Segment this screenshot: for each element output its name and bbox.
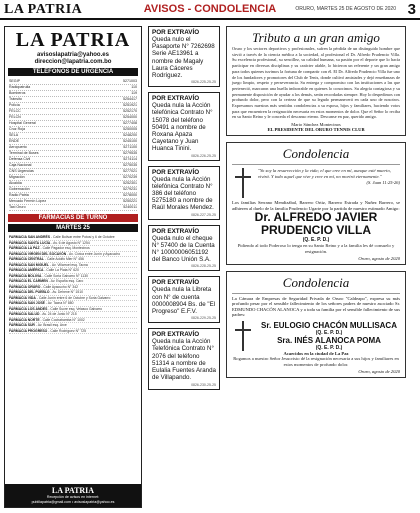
pharmacy-item: FARMACIA SANTA LUCÍA - Av. 6 de Agosto N° 1254 <box>9 241 137 247</box>
condolence-title: Condolencia <box>232 275 400 294</box>
pharmacy-item: FARMACIA SALUD - Av. 24 de Junio N° 215 <box>9 312 137 318</box>
pharmacy-address: Calle Pagador esq. Montecinos <box>42 246 90 250</box>
notice-title: POR EXTRAVÍO <box>152 227 200 235</box>
rip-mark-1: (Q. E. P. D.) <box>315 329 343 336</box>
pharmacy-address: Av. Brasil esq. Arce <box>37 323 67 327</box>
condolence-intro: Los familias Serrano Mendizábal, Barrero Ortiz, Barrero Estrada y Nuñez Barrero, se adhieren al duelo de la familia Prudencio Ugarte por la partida de nuestro estimado Amigo: <box>232 200 400 211</box>
notice-title: POR EXTRAVÍO <box>152 331 200 339</box>
classified-ads-column <box>148 26 220 395</box>
page-header <box>0 0 420 20</box>
section-title: AVISOS - CONDOLENCIA <box>143 3 277 15</box>
newspaper-logo: LA PATRIA <box>15 29 131 51</box>
phone-label: Radio Patria <box>9 193 29 197</box>
pharmacy-address: Calle Sucre esq. Velasco Galvarro <box>50 306 103 311</box>
deceased-name-line-1: Dr. ALFREDO JAVIER <box>254 210 378 225</box>
lost-item-notice <box>148 328 220 389</box>
pharmacy-address: Av. 6 de Agosto N° 1254 <box>53 240 90 245</box>
notice-code: 0826-227-25-25 <box>191 212 216 217</box>
phone-label: ENDE <box>9 139 19 143</box>
phone-number[interactable]: 5271003 <box>123 79 137 83</box>
pharmacy-name: FARMACIA EL CARMEN <box>9 279 48 283</box>
pharmacy-name: FARMACIA SAN ANDRÉS <box>9 235 51 239</box>
deceased-name-1: Sr. EULOGIO CHACÓN MULLISACA <box>260 320 397 330</box>
notice-body: Queda nulo el Pasaporte N° 7262698 Serie AE13961 a nombre de Magaly Laura Cáceres Rodríguez. <box>152 36 215 80</box>
bible-verse: "Yo soy la resurrección y la vida; el que cree en mí, aunque esté muerto, vivirá. Y todo aquel que vive y cree en mí, no morirá eternamente." <box>258 168 391 179</box>
rip-mark: (Q. E. P. D.) <box>302 237 330 244</box>
phone-number[interactable]: 5251921 <box>123 103 137 107</box>
pharmacy-name: FARMACIA BOLIVIA <box>9 273 42 278</box>
phone-number[interactable]: 5254000 <box>123 115 137 119</box>
phone-label: Policía <box>9 103 20 107</box>
phone-label: SELA <box>9 133 19 137</box>
pharmacy-item: FARMACIA SUR - Av. Brasil esq. Arce <box>9 323 137 329</box>
pharmacy-name: FARMACIA LA PAZ <box>9 246 40 250</box>
pharmacy-item: FARMACIA EL CARMEN - Av. España esq. Caro <box>9 279 137 285</box>
phone-label: Aeropuerto <box>9 145 27 149</box>
phone-number[interactable]: 5250005 <box>123 127 137 131</box>
info-column <box>4 26 142 508</box>
condolence-date: Oruro, agosto de 2020 <box>358 368 400 374</box>
newspaper-brand: LA PATRIA <box>4 2 83 17</box>
pharmacy-item: FARMACIA VIDA - Calle Junín entre 6 de Octubre y Soria Galvarro <box>9 296 137 302</box>
notice-title: POR EXTRAVÍO <box>152 95 200 103</box>
phone-label: Defensa Civil <box>9 157 31 161</box>
phone-number[interactable]: 5270239 <box>123 175 137 179</box>
notice-title: POR EXTRAVÍO <box>152 279 200 287</box>
pharmacy-name: FARMACIA LOS ANDES <box>9 306 48 311</box>
phone-number[interactable]: 5277408 <box>123 121 137 125</box>
pharmacy-name: FARMACIA SAN MIGUEL <box>9 262 49 267</box>
pharmacy-address: Av. Cívica entre Junín y Ayacucho <box>69 251 121 256</box>
phone-label: Tránsito <box>9 97 22 101</box>
lost-item-notice <box>148 26 220 87</box>
condolence-notice-2 <box>226 271 406 378</box>
condolence-date: Oruro, agosto de 2020 <box>358 255 400 261</box>
tribute-text: Oruro y los sectores deportivos y profesionales, sufren la pérdida de un distinguido hombre que sirvió a través de la ciencia médica a la sociedad, al profesional el Dr. Alfredo Prudencio Villa. Su excelencia profesional, su sencillez, su calidad humana, su pasión por el deporte que lo hacía participar en diversas disciplinas y su carácter afable, lo hicieron un referente y un gran amigo para todos quienes tuvimos la fortuna de compartir con él. El Dr. Alfredo Prudencio Villa fue uno de los fundadores y promotores del Club de Tenis, donde cultivó amistades y dejó enseñanzas de juego limpio, respeto y perseverancia. Su entrega y compromiso con las instituciones a las que perteneció, marcaron una huella imborrable en quienes lo conocimos. Su alegría contagiosa y su permanente disposición de ayudar a los demás, serán recordadas siempre. Hoy lo despedimos con profundo dolor, pero con la certeza de que su legado permanecerá en cada uno de nosotros. Expresamos nuestras más sentidas condolencias a su esposa, hijos y familiares, haciendo votos para que encuentren la resignación necesaria en estos momentos de dolor. Que el Señor lo reciba en su Santo Reino y le conceda el descanso eterno. Descanse en paz, querido amigo. <box>232 46 400 120</box>
obituary-column <box>226 26 406 384</box>
rip-mark-2: (Q. E. P. D.) <box>315 344 343 351</box>
phone-number[interactable]: 5279535 <box>123 151 137 155</box>
phone-number[interactable]: 110 <box>131 85 137 89</box>
pharmacy-list <box>5 234 141 335</box>
footer-brand: LA PATRIA <box>51 486 95 495</box>
phone-label: Cruz Roja <box>9 127 25 131</box>
contact-email-2[interactable]: direccion@lapatria.com.bo <box>34 59 112 65</box>
deceased-name-line-2: PRUDENCIO VILLA <box>260 223 371 238</box>
pharmacy-address: Calle Junín entre 6 de Octubre y Soria Galvarro <box>38 295 111 300</box>
phone-label: CNS Urgencias <box>9 169 34 173</box>
tribute-signature-role: EL PRESIDENTE DEL ORURO TENNIS CLUB <box>267 127 365 133</box>
pharmacy-day: MARTES 25 <box>8 224 138 232</box>
phone-number[interactable]: 5248200 <box>123 133 137 137</box>
pharmacy-item: FARMACIA DEL PUEBLO - Av. Dehene N° 1510 <box>9 290 137 296</box>
pharmacy-name: FARMACIA NORTE <box>9 317 40 322</box>
pharmacy-name: FARMACIA VIDA <box>9 295 36 300</box>
condolence-prayer: Pidiendo al todo Poderoso lo tenga en su Santo Reino y a la familia les dé consuelo y resignación. <box>237 243 395 254</box>
phone-number[interactable]: 119 <box>131 91 137 95</box>
verse-reference: (S. Juan 11:25-26) <box>366 179 400 185</box>
notice-code: 0826-229-25-25 <box>191 316 216 321</box>
contact-email-1[interactable]: avisoslapatria@yahoo.es <box>37 52 109 58</box>
notice-title: POR EXTRAVÍO <box>152 29 200 36</box>
phone-number[interactable]: 5275035 <box>123 163 137 167</box>
deceased-name-2: Sra. INÉS ALANOCA POMA <box>277 335 381 345</box>
phone-number[interactable]: 5274114 <box>123 157 137 161</box>
phone-number[interactable]: 5252170 <box>123 109 137 113</box>
lost-item-notice <box>148 276 220 323</box>
lost-item-notice <box>148 92 220 160</box>
pharmacy-name: FARMACIA CENTRAL <box>9 257 44 261</box>
phone-label: FELCN <box>9 115 21 119</box>
phone-number[interactable]: 5271100 <box>123 145 137 149</box>
phone-label: Caja Nacional <box>9 163 32 167</box>
page-number: 3 <box>407 1 416 18</box>
pharmacy-item: FARMACIA SAN ANDRÉS - Calle Bolívar entre Potosí y 6 de Octubre <box>9 235 137 241</box>
phone-label: FELCC <box>9 109 21 113</box>
pharmacy-name: FARMACIA SALUD <box>9 312 40 316</box>
pharmacy-item: FARMACIA ORURO - Calle Ayacucho N° 342 <box>9 285 137 291</box>
phone-row <box>9 205 137 211</box>
phone-label: Migración <box>9 175 25 179</box>
pharmacy-address: Calle Bolívar entre Potosí y 6 de Octubre <box>53 235 115 239</box>
phone-label: Taxi Oruro <box>9 205 26 209</box>
pharmacy-item: FARMACIA SAN JOSÉ - Av. Tacna N° 880 <box>9 301 137 307</box>
pharmacy-item: FARMACIA PROGRESO - Calle Rodríguez N° 725 <box>9 329 137 335</box>
condolence-notice-1 <box>226 142 406 264</box>
lost-item-notice <box>148 166 220 220</box>
phone-number[interactable]: 5278000 <box>123 193 137 197</box>
pharmacy-name: FARMACIA SAN JOSÉ <box>9 301 45 305</box>
condolence-prayer: Rogamos a nuestro Señor Jesucristo dé la resignación necesaria a sus hijos y familiares en estos momentos de profundo dolor. <box>233 356 399 368</box>
phone-number[interactable]: 5252301 <box>123 181 137 185</box>
pharmacy-address: Av. Villarroel esq. Tacna <box>51 262 88 267</box>
pharmacy-address: Av. España esq. Caro <box>50 279 84 283</box>
pharmacy-name: FARMACIA ORURO <box>9 284 41 289</box>
pharmacy-item: FARMACIA LA PAZ - Calle Pagador esq. Montecinos <box>9 246 137 252</box>
pharmacy-address: Av. 24 de Junio N° 215 <box>42 312 77 316</box>
issue-date: ORURO, MARTES 25 DE AGOSTO DE 2020 <box>295 6 396 12</box>
notice-body: Queda nula la Acción telefónica Contrato N° 15078 del teléfono 50491 a nombre de Roxana Apaza Cayetano y Juan Huanca Tinini. <box>152 102 213 153</box>
phone-number[interactable]: 5245100 <box>123 139 137 143</box>
phone-label: Gobernación <box>9 187 30 191</box>
notice-code: 0826-225-25-25 <box>191 80 216 85</box>
pharmacy-address: Calle Soria Galvarro N° 1130 <box>44 273 88 278</box>
emergency-phone-list <box>5 78 141 212</box>
pharmacy-name: FARMACIA DEL PUEBLO <box>9 290 50 294</box>
notice-code: 0826-228-25-25 <box>191 264 216 269</box>
notice-title: POR EXTRAVÍO <box>152 168 200 176</box>
notice-body: Queda nula la Acción telefónica Contrato N° 386 del teléfono 5275180 a nombre de Raúl Morales Mendez. <box>152 175 214 212</box>
phones-title: TELÉFONOS DE URGENCIA <box>8 68 138 76</box>
cross-icon <box>232 321 254 351</box>
pharmacy-address: Av. Tacna N° 880 <box>47 301 74 305</box>
column-footer <box>5 484 141 507</box>
tribute-signature: Mario Sánchez Montecinos <box>291 122 341 128</box>
tribute-title: Tributo a un gran amigo <box>252 30 380 45</box>
pharmacy-address: Calle Ayacucho N° 342 <box>43 284 79 289</box>
phone-label: Alcaldía <box>9 181 22 185</box>
footer-line-2: publilapatria@gmail.com • avisoslapatria@yahoo.es <box>31 500 115 504</box>
phone-label: Terminal de Buses <box>9 151 39 155</box>
pharmacy-item: FARMACIA BOLIVIA - Calle Soria Galvarro N° 1130 <box>9 274 137 280</box>
tribute-notice <box>226 26 406 136</box>
pharmacy-address: Calle La Plata N° 620 <box>46 268 79 272</box>
pharmacy-item: FARMACIA AMÉRICA - Calle La Plata N° 620 <box>9 268 137 274</box>
phone-number[interactable]: 5254417 <box>123 97 137 101</box>
pharmacy-item: FARMACIA CENTRAL - Calle Adolfo Mier N° 456 <box>9 257 137 263</box>
phone-number[interactable]: 5279231 <box>123 187 137 191</box>
phone-number[interactable]: 5240011 <box>123 205 137 209</box>
pharmacy-name: FARMACIA VIRGEN DEL SOCAVÓN <box>9 251 67 256</box>
phone-label: Radiopatrulla <box>9 85 31 89</box>
pharmacy-name: FARMACIA PROGRESO <box>9 328 48 333</box>
notice-code: 0826-226-25-25 <box>191 153 216 158</box>
pharmacy-item: FARMACIA VIRGEN DEL SOCAVÓN - Av. Cívica entre Junín y Ayacucho <box>9 252 137 258</box>
phone-number[interactable]: 5277021 <box>123 169 137 173</box>
phone-label: SEGIP <box>9 79 20 83</box>
pharmacy-item: FARMACIA NORTE - Calle Cochabamba N° 1002 <box>9 318 137 324</box>
phone-number[interactable]: 5250221 <box>123 199 137 203</box>
pharmacy-address: Calle Adolfo Mier N° 456 <box>46 257 84 261</box>
pharmacy-address: Calle Cochabamba N° 1002 <box>42 317 85 322</box>
pharmacy-address: Calle Rodríguez N° 725 <box>50 328 86 333</box>
notice-body: Queda nula la Libreta con N° de cuenta 0000008904 Bs. de "El Progreso" E.F.V. <box>152 286 216 316</box>
pharmacy-title: FARMACIAS DE TURNO <box>8 214 138 222</box>
notice-code: 0826-230-25-25 <box>191 382 216 387</box>
condolence-title: Condolencia <box>232 146 400 165</box>
phone-label: Mercado Fermín López <box>9 199 47 203</box>
lost-item-notice <box>148 225 220 272</box>
phone-label: Bomberos <box>9 91 26 95</box>
pharmacy-item: FARMACIA LOS ANDES - Calle Sucre esq. Velasco Galvarro <box>9 307 137 313</box>
notice-body: Queda nulo el cheque N° 57400 de la Cuenta N° 10000006051192 del Banco Unión S.A. <box>152 234 215 264</box>
cross-icon <box>232 168 254 198</box>
phone-label: Hospital General <box>9 121 36 125</box>
pharmacy-name: FARMACIA SANTA LUCÍA <box>9 240 51 245</box>
pharmacy-item: FARMACIA SAN MIGUEL - Av. Villarroel esq. Tacna <box>9 263 137 269</box>
condolence-intro: La Cámara de Empresas de Seguridad Privada de Oruro "Caldeapo", expresa su más profundo pesar por el sensible fallecimiento de los señores padres de nuestro asociado Sr. EDMUNDO CHACÓN ALANOCA y a toda su familia por el sensible fallecimiento de sus padres: <box>232 295 400 318</box>
pharmacy-address: Av. Dehene N° 1510 <box>52 290 83 294</box>
pharmacy-name: FARMACIA AMÉRICA <box>9 268 44 272</box>
notice-body: Queda nula la Acción Telefónica Contrato N° 2076 del teléfono 51314 a nombre de Eulalia Fuentes Aranda de Villapando. <box>152 338 216 382</box>
pharmacy-name: FARMACIA SUR <box>9 323 35 327</box>
footer-line-1: Recepción de avisos en internet: <box>46 495 100 499</box>
condolence-event: Acaecidos en la ciudad de La Paz <box>283 350 349 356</box>
